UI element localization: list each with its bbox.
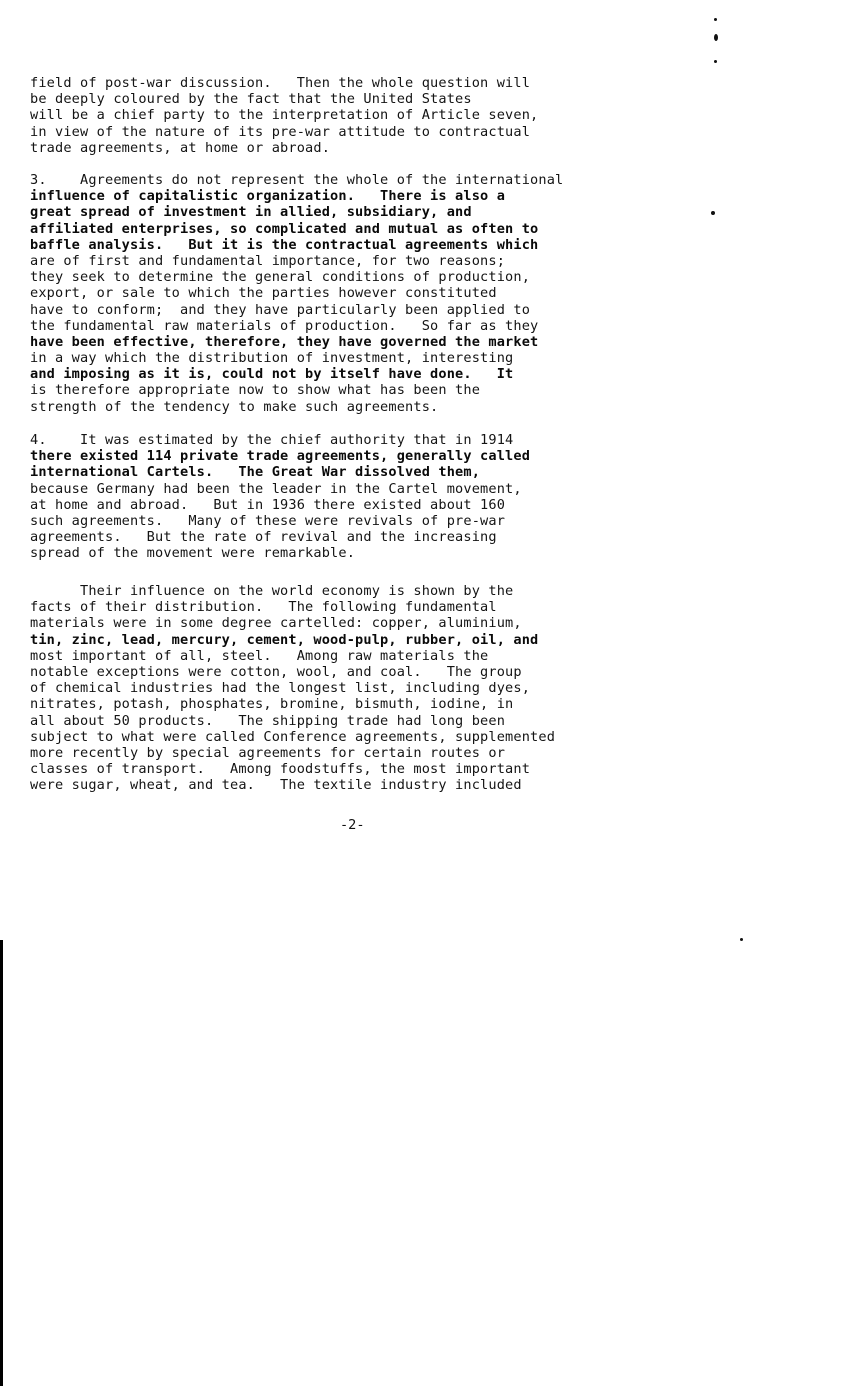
- text-line: baffle analysis. But it is the contractual agreements which: [30, 236, 539, 253]
- text-line: field of post-war discussion. Then the whole question will: [30, 75, 531, 91]
- text-line: classes of transport. Among foodstuffs, the most important: [30, 761, 531, 778]
- text-line: were sugar, wheat, and tea. The textile industry included: [30, 777, 522, 794]
- scan-speck: [714, 18, 717, 21]
- paragraph-section-3: [30, 172, 660, 415]
- text-line: and imposing as it is, could not by itself have done. It: [30, 366, 514, 383]
- text-line: be deeply coloured by the fact that the United States: [30, 91, 472, 108]
- text-line: tin, zinc, lead, mercury, cement, wood-pulp, rubber, oil, and: [30, 631, 539, 648]
- scan-speck: [740, 938, 743, 941]
- text-line: more recently by special agreements for certain routes or: [30, 744, 506, 761]
- text-line: facts of their distribution. The following fundamental: [30, 599, 497, 616]
- text-line: subject to what were called Conference agreements, supplemented: [30, 728, 556, 745]
- text-line: they seek to determine the general conditions of production,: [30, 269, 531, 286]
- text-line: the fundamental raw materials of production. So far as they: [30, 317, 539, 334]
- text-line: such agreements. Many of these were revivals of pre-war: [30, 512, 506, 529]
- text-line: are of first and fundamental importance, for two reasons;: [30, 252, 506, 269]
- text-line: spread of the movement were remarkable.: [30, 545, 356, 562]
- text-line: nitrates, potash, phosphates, bromine, bismuth, iodine, in: [30, 696, 514, 713]
- text-line: of chemical industries had the longest list, including dyes,: [30, 680, 531, 697]
- text-line: in a way which the distribution of investment, interesting: [30, 350, 514, 367]
- text-line: have been effective, therefore, they have governed the market: [30, 333, 539, 350]
- text-line: all about 50 products. The shipping trade had long been: [30, 712, 506, 729]
- paragraph-continuation: [30, 75, 660, 156]
- text-line: export, or sale to which the parties however constituted: [30, 285, 497, 302]
- text-line: there existed 114 private trade agreements, generally called: [30, 448, 531, 465]
- text-line: trade agreements, at home or abroad.: [30, 139, 331, 156]
- text-line: great spread of investment in allied, subsidiary, and: [30, 204, 472, 221]
- text-line: strength of the tendency to make such agreements.: [30, 398, 439, 415]
- text-line: will be a chief party to the interpretation of Article seven,: [30, 107, 539, 124]
- paragraph-section-4: [30, 432, 660, 562]
- text-line: because Germany had been the leader in the Cartel movement,: [30, 480, 522, 497]
- text-line: at home and abroad. But in 1936 there existed about 160: [30, 496, 506, 513]
- text-line: have to conform; and they have particularly been applied to: [30, 301, 531, 318]
- text-line: agreements. But the rate of revival and the increasing: [30, 529, 497, 546]
- text-line: international Cartels. The Great War dissolved them,: [30, 464, 481, 481]
- page-number: -2-: [340, 817, 365, 833]
- text-line: 3. Agreements do not represent the whole of the international: [30, 172, 564, 188]
- text-line: influence of capitalistic organization. There is also a: [30, 188, 506, 205]
- scan-speck: [711, 211, 715, 215]
- text-line: notable exceptions were cotton, wool, and coal. The group: [30, 663, 522, 680]
- text-line: is therefore appropriate now to show what has been the: [30, 382, 481, 399]
- text-line: materials were in some degree cartelled: copper, aluminium,: [30, 615, 522, 632]
- text-line: affiliated enterprises, so complicated and mutual as often to: [30, 220, 539, 237]
- scan-speck: [714, 60, 717, 63]
- text-line: in view of the nature of its pre-war attitude to contractual: [30, 123, 531, 140]
- text-line: Their influence on the world economy is shown by the: [30, 583, 514, 599]
- text-line: most important of all, steel. Among raw materials the: [30, 647, 489, 664]
- scan-edge-bar: [0, 940, 3, 1386]
- text-line: 4. It was estimated by the chief authority that in 1914: [30, 432, 514, 448]
- scan-speck: [714, 34, 718, 41]
- paragraph-distribution: [30, 583, 660, 793]
